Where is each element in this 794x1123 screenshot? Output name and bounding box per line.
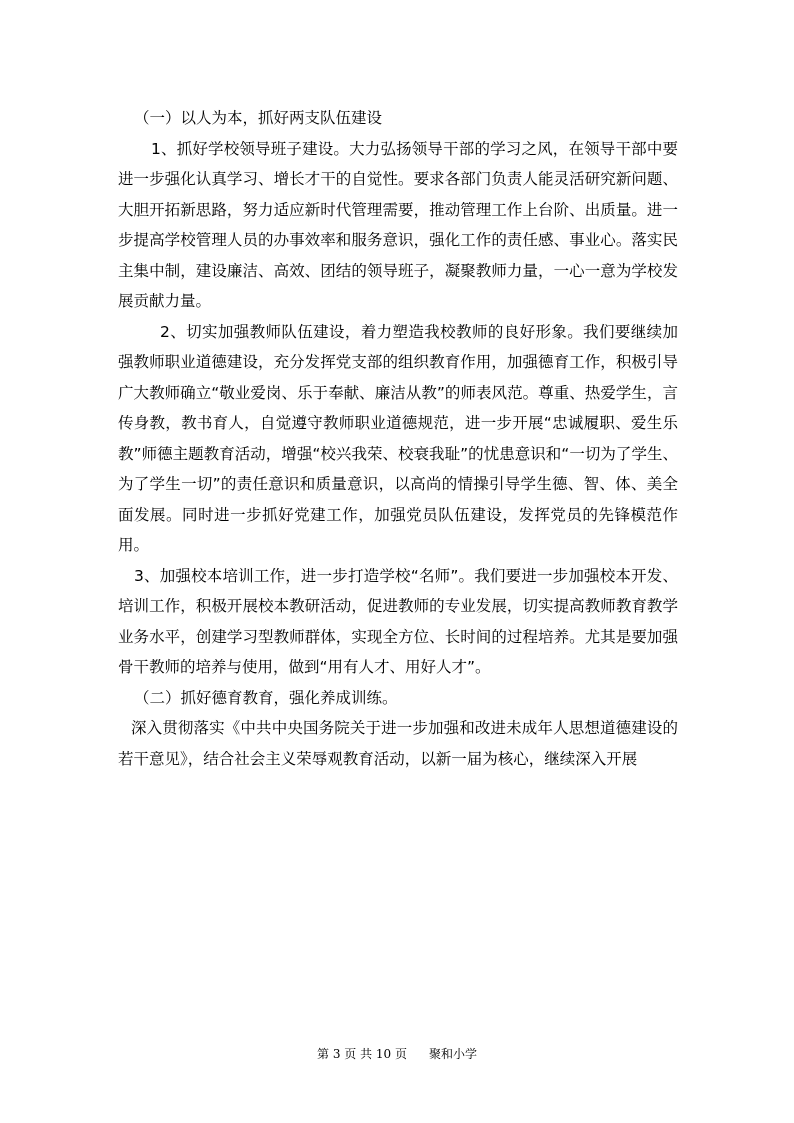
- paragraph-school-training: 3、加强校本培训工作，进一步打造学校“名师”。我们要进一步加强校本开发、培训工作，积极开展校本教研活动，促进教师的专业发展，切实提高教师教育教学业务水平，创建学习型教师群体，实现全方位、长时间的过程培养。尤其是要加强骨干教师的培养与使用，做到“用有人才、用好人才”。: [118, 566, 678, 676]
- page-number: 第 3 页 共 10 页: [317, 1047, 407, 1061]
- document-body: [118, 103, 678, 774]
- paragraph-teacher-team: 2、切实加强教师队伍建设，着力塑造我校教师的良好形象。我们要继续加强教师职业道德建设，充分发挥党支部的组织教育作用，加强德育工作，积极引导广大教师确立“敬业爱岗、乐于奉献、廉洁从教”的师表风范。尊重、热爱学生，言传身教，教书育人，自觉遵守教师职业道德规范，进一步开展“忠诚履职、爱生乐教”师德主题教育活动，增强“校兴我荣、校衰我耻”的忧患意识和“一切为了学生、为了学生一切”的责任意识和质量意识，以高尚的情操引导学生德、智、体、美全面发展。同时进一步抓好党建工作，加强党员队伍建设，发挥党员的先锋模范作用。: [118, 322, 678, 554]
- paragraph-leadership: 1、抓好学校领导班子建设。大力弘扬领导干部的学习之风，在领导干部中要进一步强化认真学习、增长才干的自觉性。要求各部门负责人能灵活研究新问题、大胆开拓新思路，努力适应新时代管理需要，推动管理工作上台阶、出质量。进一步提高学校管理人员的办事效率和服务意识，强化工作的责任感、事业心。落实民主集中制，建设廉洁、高效、团结的领导班子，凝聚教师力量，一心一意为学校发展贡献力量。: [118, 139, 678, 310]
- page-footer: [0, 1045, 794, 1062]
- paragraph-moral-education: 深入贯彻落实《中共中央国务院关于进一步加强和改进未成年人思想道德建设的若干意见》，结合社会主义荣辱观教育活动，以新一届为核心，继续深入开展: [118, 719, 678, 768]
- section-heading-1: （一）以人为本，抓好两支队伍建设: [134, 109, 383, 127]
- section-heading-2: （二）抓好德育教育，强化养成训练。: [134, 688, 398, 707]
- footer-school-name: 聚和小学: [428, 1047, 477, 1061]
